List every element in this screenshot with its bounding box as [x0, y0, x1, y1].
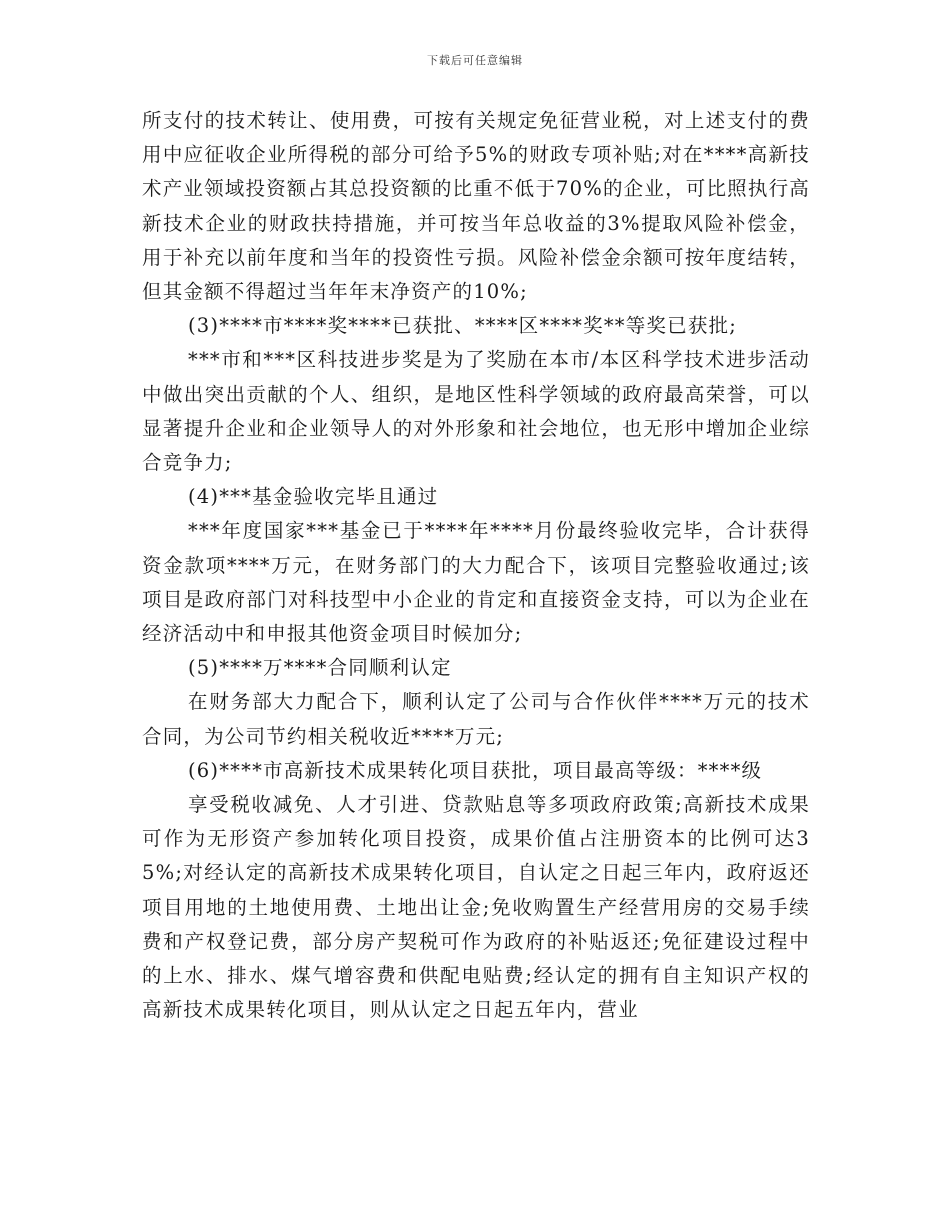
- item-5-heading: (5)****万****合同顺利认定: [188, 656, 452, 680]
- paragraph-science-award: ***市和***区科技进步奖是为了奖励在本市/本区科学技术进步活动中做出突出贡献的个人、组织，是地区性科学领域的政府最高荣誉，可以显著提升企业和企业领导人的对外形象和社会地位，也无形中增加企业综合竞争力;: [142, 348, 810, 475]
- item-6-heading: (6)****市高新技术成果转化项目获批，项目最高等级：****级: [188, 758, 763, 782]
- paragraph-fund-acceptance: ***年度国家***基金已于****年****月份最终验收完毕，合计获得资金款项****万元，在财务部门的大力配合下，该项目完整验收通过;该项目是政府部门对科技型中小企业的肯定和直接资金支持，可以为企业在经济活动中和申报其他资金项目时候加分;: [142, 519, 810, 646]
- item-4-heading: (4)***基金验收完毕且通过: [188, 485, 439, 509]
- paragraph-contract-certification: 在财务部大力配合下，顺利认定了公司与合作伙伴****万元的技术合同，为公司节约相关税收近****万元;: [142, 690, 810, 748]
- paragraph-tax-policy: 所支付的技术转让、使用费，可按有关规定免征营业税，对上述支付的费用中应征收企业所得税的部分可给予5%的财政专项补贴;对在****高新技术产业领域投资额占其总投资额的比重不低于70%的企业，可比照执行高新技术企业的财政扶持措施，并可按当年总收益的3%提取风险补偿金，用于补充以前年度和当年的投资性亏损。风险补偿金余额可按年度结转，但其金额不得超过当年年末净资产的10%;: [142, 109, 810, 304]
- document-body: [142, 104, 810, 1027]
- page-header: 下载后可任意编辑: [427, 54, 523, 67]
- item-3-heading: (3)****市****奖****已获批、****区****奖**等奖已获批;: [188, 314, 737, 338]
- paragraph-tech-transfer-benefits: 享受税收减免、人才引进、贷款贴息等多项政府政策;高新技术成果可作为无形资产参加转化项目投资，成果价值占注册资本的比例可达35%;对经认定的高新技术成果转化项目，自认定之日起三年内，政府返还项目用地的土地使用费、土地出让金;免收购置生产经营用房的交易手续费和产权登记费，部分房产契税可作为政府的补贴返还;免征建设过程中的上水、排水、煤气增容费和供配电贴费;经认定的拥有自主知识产权的高新技术成果转化项目，则从认定之日起五年内，营业: [142, 793, 810, 1022]
